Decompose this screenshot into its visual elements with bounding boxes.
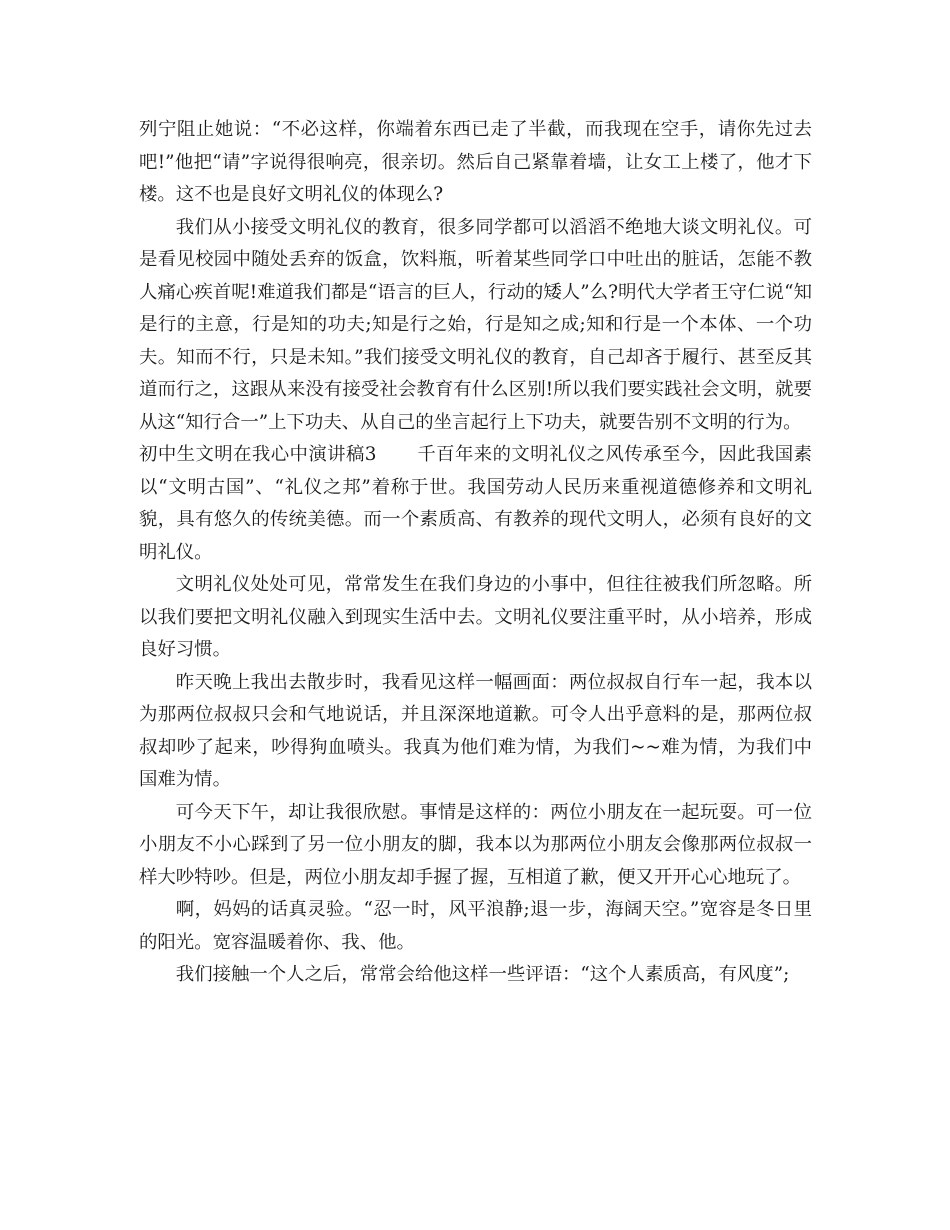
paragraph: 可今天下午，却让我很欣慰。事情是这样的：两位小朋友在一起玩耍。可一位小朋友不小心踩到了另一位小朋友的脚，我本以为那两位小朋友会像那两位叔叔一样大吵特吵。但是，两位小朋友却手握了握，互相道了歉，便又开开心心地玩了。 [139, 801, 812, 888]
document-body [139, 114, 812, 992]
section-title: 初中生文明在我心中演讲稿3 [139, 444, 377, 465]
section-lead: 千百年来的文明礼仪之风传承至今，因此我国素以“文明古国”、“礼仪之邦”着称于世。我国劳动人民历来重视道德修养和文明礼貌，具有悠久的传统美德。而一个素质高、有教养的现代文明人，必须有良好的文明礼仪。 [139, 444, 812, 563]
paragraph: 我们从小接受文明礼仪的教育，很多同学都可以滔滔不绝地大谈文明礼仪。可是看见校园中随处丢弃的饭盒，饮料瓶，听着某些同学口中吐出的脏话，怎能不教人痛心疾首呢!难道我们都是“语言的巨人，行动的矮人”么?明代大学者王守仁说“知是行的主意，行是知的功夫;知是行之始，行是知之成;知和行是一个本体、一个功夫。知而不行，只是未知。”我们接受文明礼仪的教育，自己却吝于履行、甚至反其道而行之，这跟从来没有接受社会教育有什么区别!所以我们要实践社会文明，就要从这“知行合一”上下功夫、从自己的坐言起行上下功夫，就要告别不文明的行为。 [139, 216, 812, 433]
section-paragraph [139, 439, 812, 569]
paragraph: 列宁阻止她说：“不必这样，你端着东西已走了半截，而我现在空手，请你先过去吧!”他把“请”字说得很响亮，很亲切。然后自己紧靠着墙，让女工上楼了，他才下楼。这不也是良好文明礼仪的体现么? [139, 119, 812, 205]
paragraph: 我们接触一个人之后，常常会给他这样一些评语：“这个人素质高，有风度”; [175, 964, 790, 985]
paragraph: 昨天晚上我出去散步时，我看见这样一幅画面：两位叔叔自行车一起，我本以为那两位叔叔只会和气地说话，并且深深地道歉。可令人出乎意料的是，那两位叔叔却吵了起来，吵得狗血喷头。我真为他们难为情，为我们~~难为情，为我们中国难为情。 [139, 671, 812, 790]
paragraph: 文明礼仪处处可见，常常发生在我们身边的小事中，但往往被我们所忽略。所以我们要把文明礼仪融入到现实生活中去。文明礼仪要注重平时，从小培养，形成良好习惯。 [139, 574, 812, 660]
paragraph: 啊，妈妈的话真灵验。“忍一时，风平浪静;退一步，海阔天空。”宽容是冬日里的阳光。宽容温暖着你、我、他。 [139, 899, 812, 953]
